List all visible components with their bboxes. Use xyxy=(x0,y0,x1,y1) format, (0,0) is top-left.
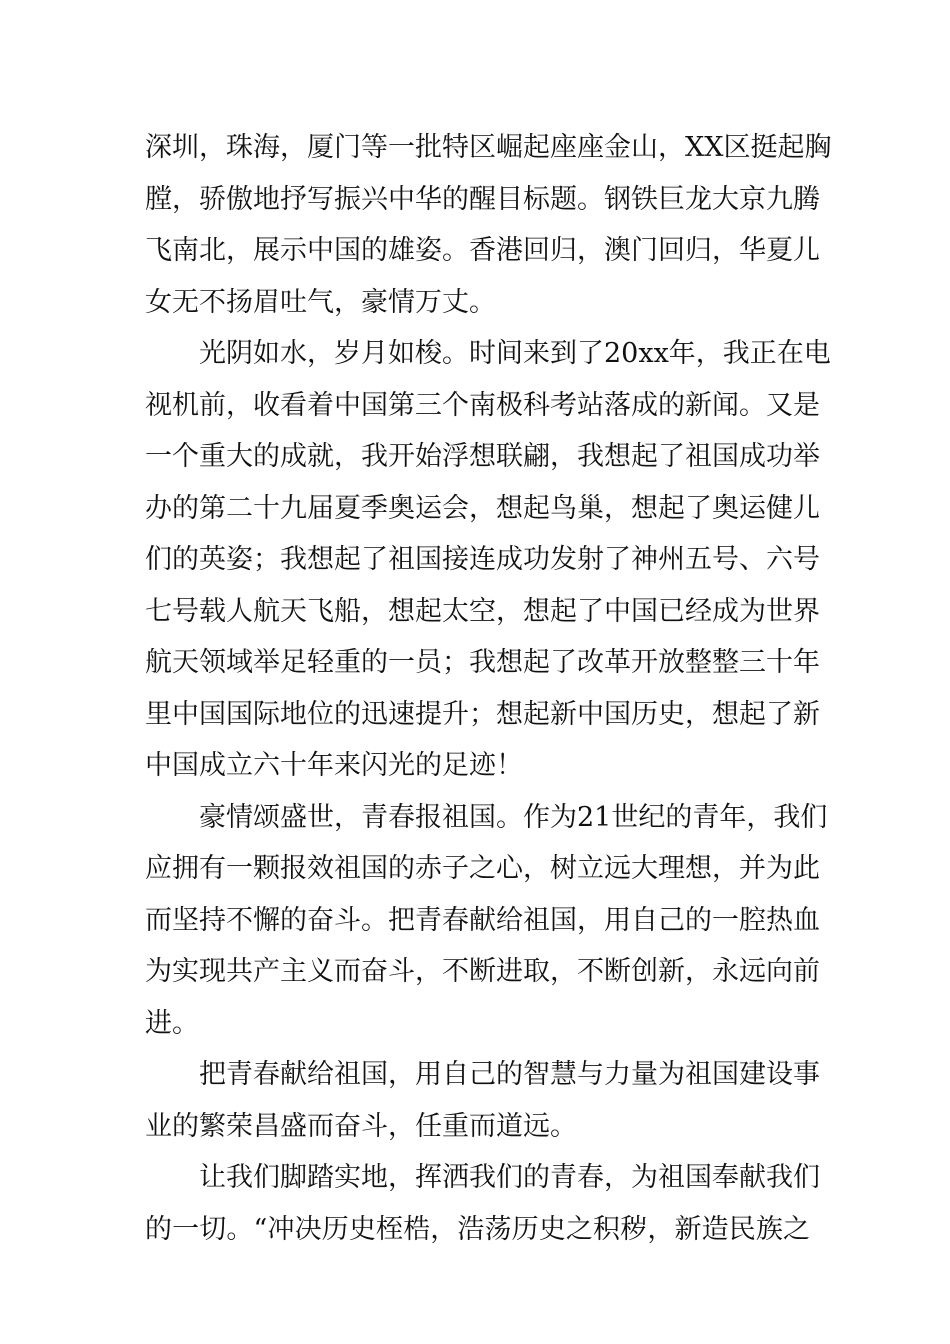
paragraph-1 xyxy=(145,122,832,328)
text-line: 让我们脚踏实地，挥洒我们的青春，为祖国奉献我们 xyxy=(145,1162,820,1193)
text-line: 光阴如水，岁月如梭。时间来到了20xx年，我正在电 xyxy=(145,338,831,369)
text-line: 而坚持不懈的奋斗。把青春献给祖国，用自己的一腔热血 xyxy=(145,904,820,936)
text-line: 七号载人航天飞船，想起太空，想起了中国已经成为世界 xyxy=(145,595,820,627)
text-line: 膛，骄傲地抒写振兴中华的醒目标题。钢铁巨龙大京九腾 xyxy=(145,183,820,215)
paragraph-5 xyxy=(145,1152,820,1255)
paragraph-3 xyxy=(145,792,828,1050)
text-line: 的一切。“冲决历史桎梏，浩荡历史之积秽，新造民族之 xyxy=(145,1213,810,1245)
paragraph-4 xyxy=(145,1049,820,1152)
text-line: 深圳，珠海，厦门等一批特区崛起座座金山，XX区挺起胸 xyxy=(145,132,832,163)
text-line: 视机前，收看着中国第三个南极科考站落成的新闻。又是 xyxy=(145,389,820,421)
paragraph-2 xyxy=(145,328,831,792)
text-line: 办的第二十九届夏季奥运会，想起鸟巢，想起了奥运健儿 xyxy=(145,492,820,524)
text-line: 为实现共产主义而奋斗，不断进取，不断创新，永远向前 xyxy=(145,956,820,987)
document-body xyxy=(145,122,832,1255)
text-line: 应拥有一颗报效祖国的赤子之心，树立远大理想，并为此 xyxy=(145,853,820,884)
text-line: 进。 xyxy=(145,1007,199,1039)
text-line: 业的繁荣昌盛而奋斗，任重而道远。 xyxy=(145,1110,577,1142)
text-line: 豪情颂盛世，青春报祖国。作为21世纪的青年，我们 xyxy=(145,801,828,833)
text-line: 里中国国际地位的迅速提升；想起新中国历史，想起了新 xyxy=(145,698,820,730)
text-line: 把青春献给祖国，用自己的智慧与力量为祖国建设事 xyxy=(145,1059,820,1090)
text-line: 一个重大的成就，我开始浮想联翩，我想起了祖国成功举 xyxy=(145,441,820,472)
text-line: 飞南北，展示中国的雄姿。香港回归，澳门回归，华夏儿 xyxy=(145,235,820,266)
text-line: 中国成立六十年来闪光的足迹！ xyxy=(145,750,523,781)
text-line: 女无不扬眉吐气，豪情万丈。 xyxy=(145,286,496,318)
text-line: 们的英姿；我想起了祖国接连成功发射了神州五号、六号 xyxy=(145,544,820,575)
text-line: 航天领域举足轻重的一员；我想起了改革开放整整三十年 xyxy=(145,647,820,678)
